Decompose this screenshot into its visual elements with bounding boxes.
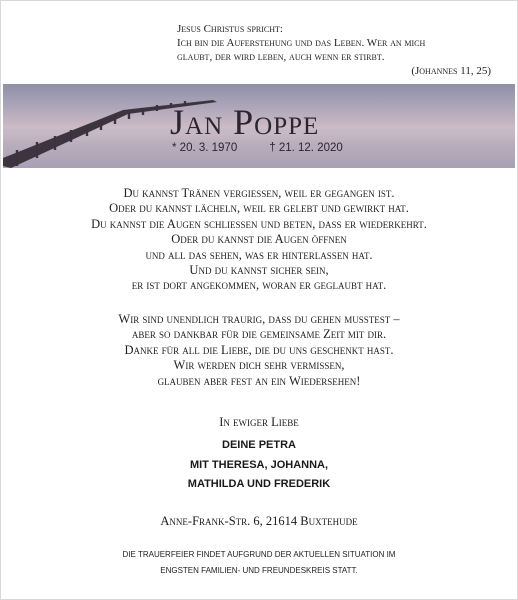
poem-line: Du kannst Tränen vergießen, weil er gegangen ist. [123,186,395,200]
quote-line: Jesus Christus spricht: [177,23,283,35]
birth-date: * 20. 3. 1970 [172,142,238,154]
mourners-intro: In ewiger Liebe [219,415,299,429]
quote-reference: (Johannes 11, 25) [411,65,491,77]
bible-quote [177,22,495,78]
poem-line: Und du kannst sicher sein, [189,263,329,278]
poem-line: aber so dankbar für die gemeinsame Zeit mit dir. [131,327,387,342]
mourner-line: MATHILDA UND FREDERIK [187,478,331,490]
notice-line: DIE TRAUERFEIER FINDET AUFGRUND DER AKTUELLEN SITUATION IM [122,550,396,559]
deceased-name: Jan Poppe [170,102,320,142]
quote-line: glaubt, der wird leben, auch wenn er stirbt. [177,51,385,63]
poem-line: Oder du kannst die Augen öffnen [171,232,347,247]
poem-line: Danke für all die Liebe, die du uns geschenkt hast. [124,342,394,357]
poem-line: Oder du kannst lächeln, weil er gelebt und gewirkt hat. [109,201,409,216]
death-date: † 21. 12. 2020 [269,142,343,154]
poem-stanza-2 [0,312,518,389]
poem-line: Du kannst die Augen schließen und beten, dass er wiederkehrt. [91,216,427,231]
poem-line: glauben aber fest an ein Wiedersehen! [157,373,361,388]
notice-line: ENGSTEN FAMILIEN- UND FREUNDESKREIS STATT. [160,566,358,575]
funeral-notice [0,547,518,579]
mourner-line: MIT THERESA, JOHANNA, [189,458,329,471]
mourners-names [0,436,518,495]
poem-line: und all das sehen, was er hinterlassen hat. [145,247,373,262]
mourner-line: DEINE PETRA [222,439,296,451]
family-address: Anne-Frank-Str. 6, 21614 Buxtehude [160,514,358,528]
poem-line: er ist dort angekommen, woran er geglaubt hat. [131,278,387,293]
life-dates [172,142,392,154]
poem-line: Wir sind unendlich traurig, dass du gehen musstest – [118,312,400,326]
poem-stanza-1 [0,186,518,294]
poem-line: Wir werden dich sehr vermissen, [173,358,345,373]
quote-line: Ich bin die Auferstehung und das Leben. Wer an mich [177,37,426,49]
